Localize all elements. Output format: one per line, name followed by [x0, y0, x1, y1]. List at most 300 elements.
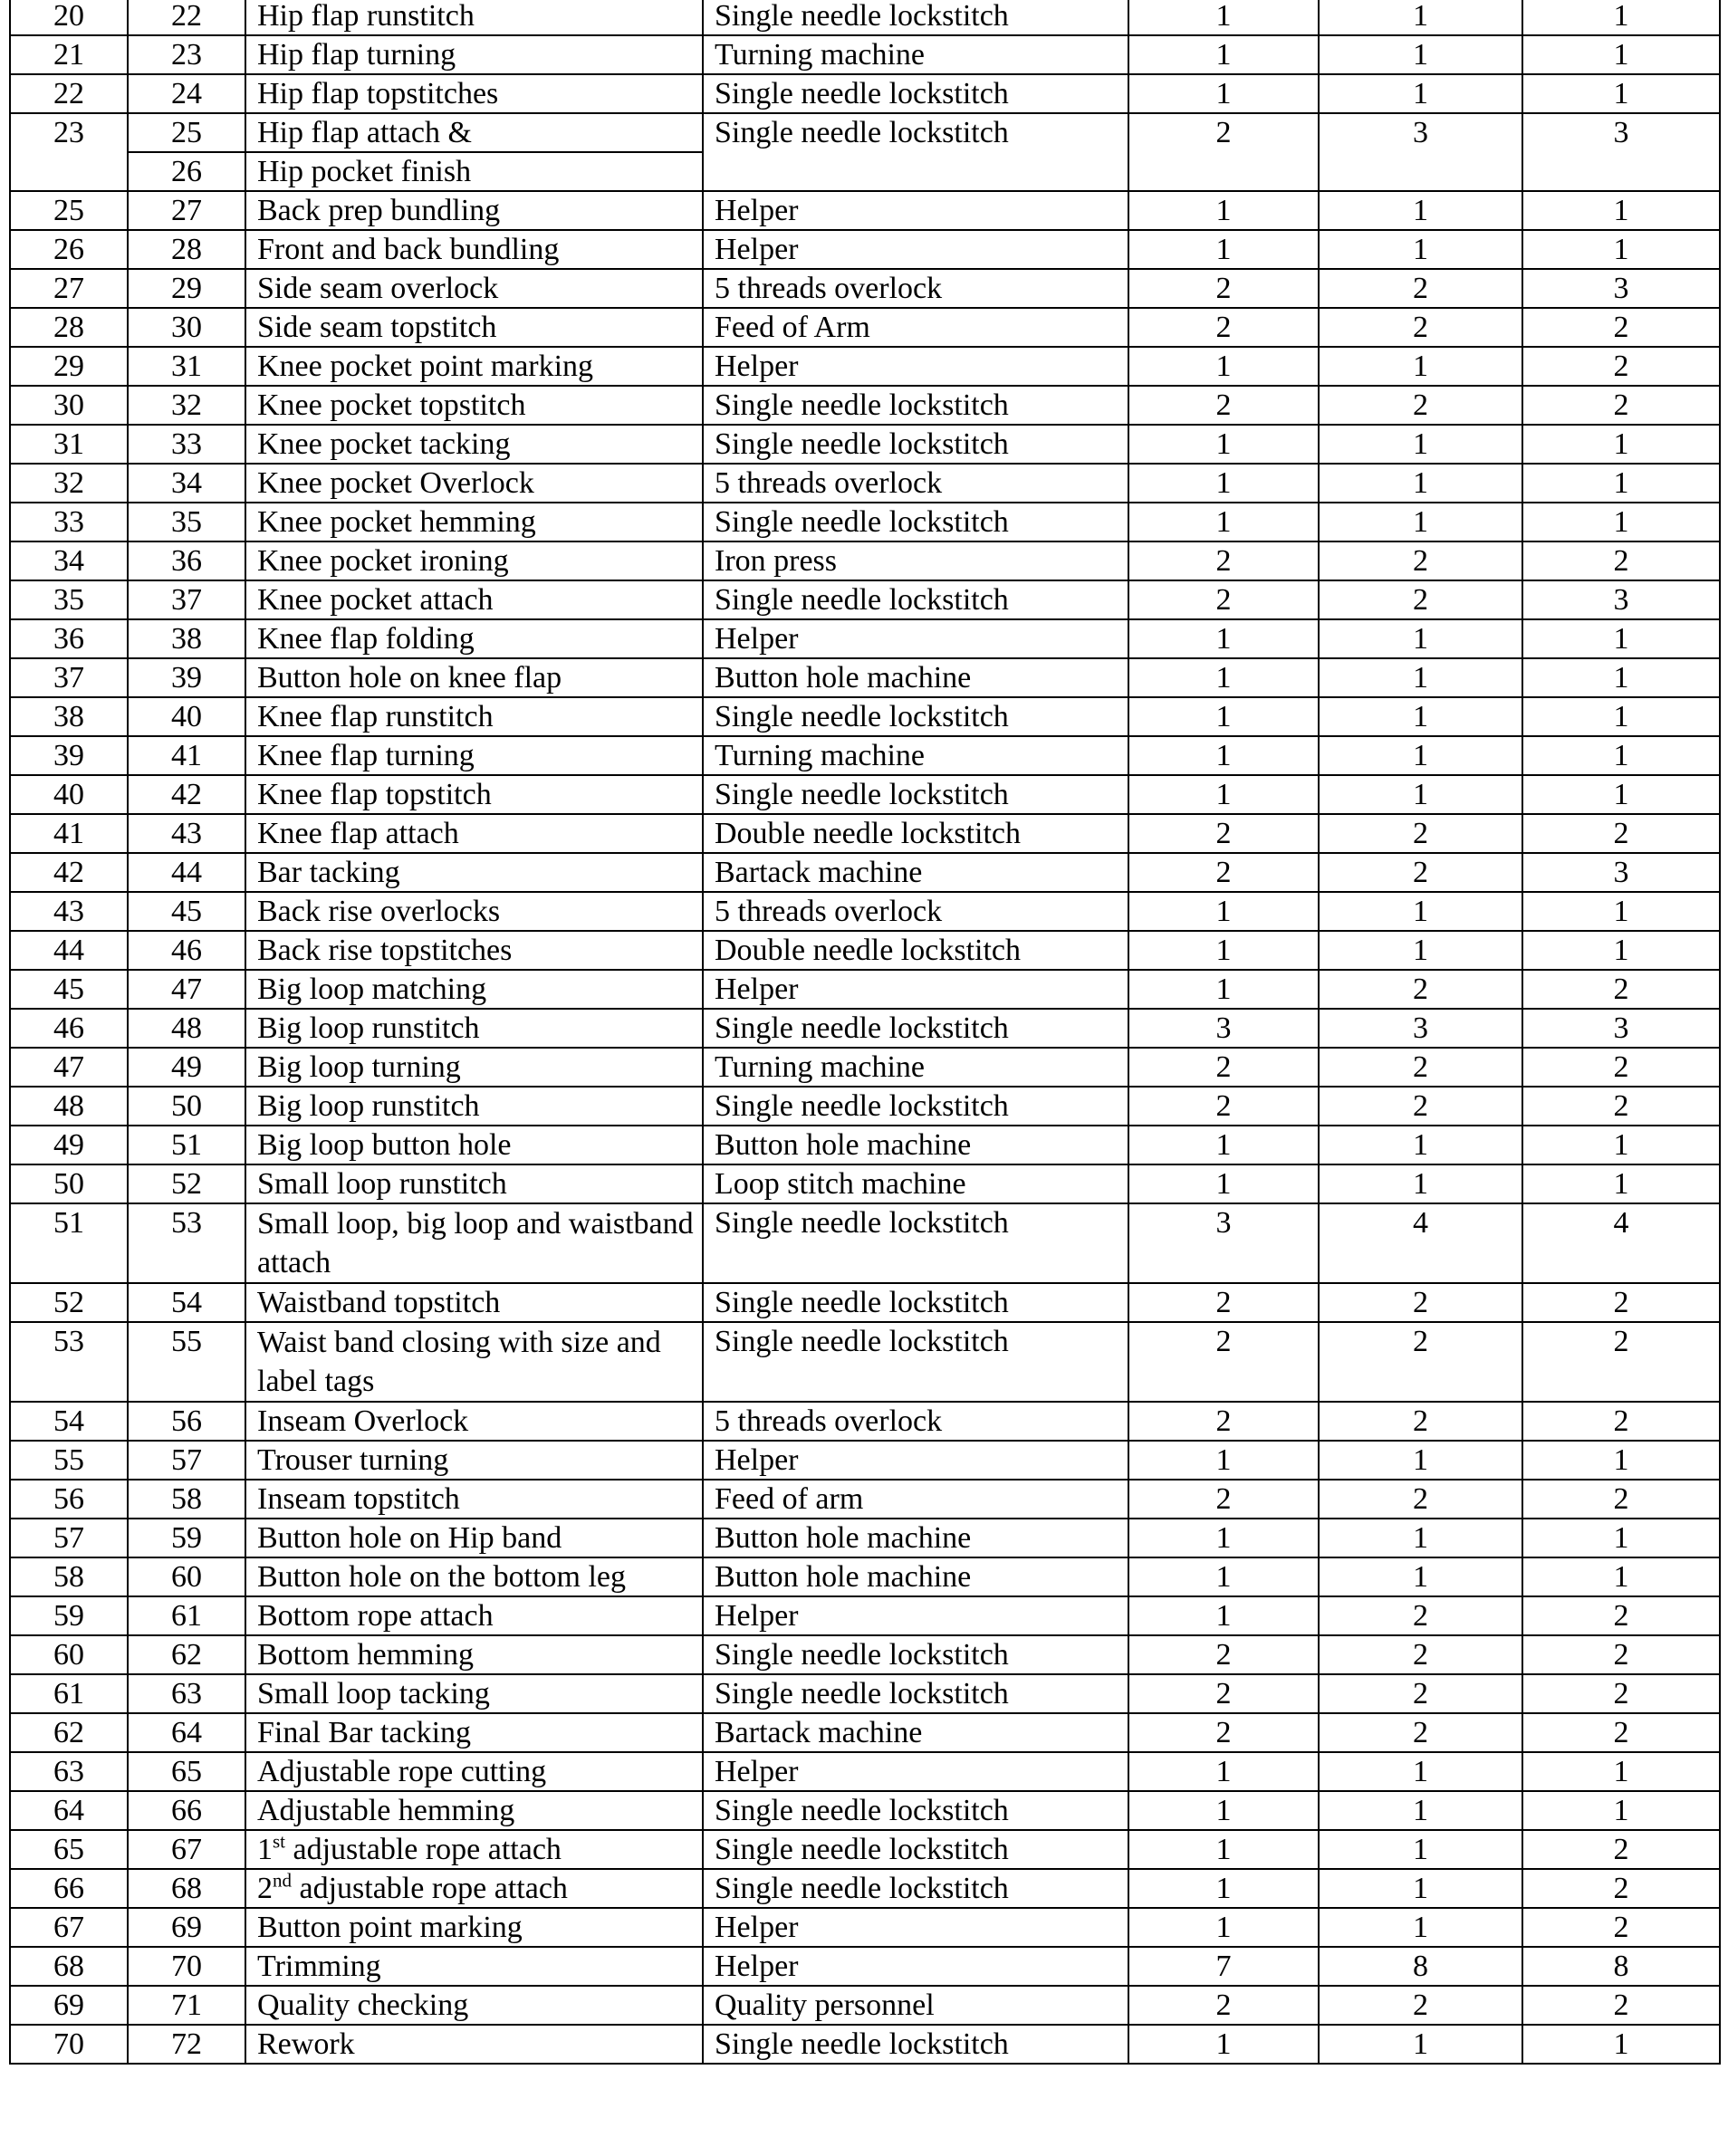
value-cell-3: 1	[1522, 736, 1720, 775]
operation-cell: Big loop matching	[245, 970, 703, 1009]
value-cell-1: 2	[1128, 308, 1319, 347]
table-row	[10, 347, 1720, 386]
value-cell-1: 1	[1128, 1869, 1319, 1908]
op-number-cell	[128, 113, 245, 191]
value-cell-2: 2	[1319, 1048, 1522, 1087]
value-cell-1: 1	[1128, 347, 1319, 386]
operation-cell: Adjustable rope cutting	[245, 1752, 703, 1791]
machine-type-cell: Single needle lockstitch	[703, 1674, 1128, 1713]
op-number-cell: 64	[128, 1713, 245, 1752]
operation-cell: Knee flap attach	[245, 814, 703, 853]
table-row	[10, 386, 1720, 425]
value-cell-1: 2	[1128, 1480, 1319, 1519]
value-cell-3: 2	[1522, 1986, 1720, 2025]
table-row	[10, 1164, 1720, 1203]
machine-type-cell: Helper	[703, 191, 1128, 230]
serial-number-cell: 68	[10, 1947, 128, 1986]
value-cell-2: 1	[1319, 697, 1522, 736]
value-cell-1: 1	[1128, 1596, 1319, 1635]
table-row	[10, 1713, 1720, 1752]
op-number-cell: 72	[128, 2025, 245, 2064]
value-cell-2: 1	[1319, 230, 1522, 269]
serial-number-cell: 55	[10, 1441, 128, 1480]
machine-type-cell: Single needle lockstitch	[703, 580, 1128, 619]
value-cell-3: 2	[1522, 1635, 1720, 1674]
op-number-cell: 65	[128, 1752, 245, 1791]
serial-number-cell: 42	[10, 853, 128, 892]
op-number-cell: 70	[128, 1947, 245, 1986]
serial-number-cell: 51	[10, 1203, 128, 1283]
table-row	[10, 308, 1720, 347]
operation-cell: Button point marking	[245, 1908, 703, 1947]
value-cell-3: 1	[1522, 1441, 1720, 1480]
value-cell-1: 2	[1128, 1322, 1319, 1402]
serial-number-cell: 39	[10, 736, 128, 775]
operation-breakdown-table	[9, 0, 1721, 2065]
op-number-cell: 57	[128, 1441, 245, 1480]
op-number-cell: 39	[128, 658, 245, 697]
operation-cell: Trimming	[245, 1947, 703, 1986]
machine-type-cell: Single needle lockstitch	[703, 1087, 1128, 1126]
serial-number-cell: 69	[10, 1986, 128, 2025]
operation-cell: Waist band closing with size and label tags	[245, 1322, 703, 1402]
machine-type-cell: Feed of arm	[703, 1480, 1128, 1519]
value-cell-1: 2	[1128, 580, 1319, 619]
value-cell-1: 2	[1128, 814, 1319, 853]
table-row	[10, 970, 1720, 1009]
table-row	[10, 1203, 1720, 1283]
op-number-secondary: 26	[171, 155, 202, 188]
serial-number-cell: 48	[10, 1087, 128, 1126]
value-cell-1: 1	[1128, 892, 1319, 931]
op-number-cell: 44	[128, 853, 245, 892]
ordinal-suffix: nd	[273, 1869, 292, 1892]
serial-number-cell: 57	[10, 1519, 128, 1557]
value-cell-3: 3	[1522, 1009, 1720, 1048]
operation-cell	[245, 1869, 703, 1908]
operation-cell: Button hole on the bottom leg	[245, 1557, 703, 1596]
serial-number-cell: 61	[10, 1674, 128, 1713]
op-number-cell: 60	[128, 1557, 245, 1596]
value-cell-2: 1	[1319, 503, 1522, 541]
value-cell-3: 2	[1522, 386, 1720, 425]
operation-cell: Small loop tacking	[245, 1674, 703, 1713]
table-row	[10, 1596, 1720, 1635]
serial-number-cell: 60	[10, 1635, 128, 1674]
serial-number-cell: 49	[10, 1126, 128, 1164]
machine-type-cell: Single needle lockstitch	[703, 113, 1128, 191]
operation-cell: Small loop runstitch	[245, 1164, 703, 1203]
machine-type-cell: Single needle lockstitch	[703, 0, 1128, 35]
machine-type-cell: Single needle lockstitch	[703, 425, 1128, 464]
machine-type-cell: Bartack machine	[703, 853, 1128, 892]
value-cell-3: 1	[1522, 1752, 1720, 1791]
value-cell-3: 2	[1522, 1908, 1720, 1947]
value-cell-1: 1	[1128, 1791, 1319, 1830]
table-row	[10, 1830, 1720, 1869]
value-cell-2: 4	[1319, 1203, 1522, 1283]
operation-cell: Knee pocket ironing	[245, 541, 703, 580]
op-number-cell: 28	[128, 230, 245, 269]
op-number-cell: 34	[128, 464, 245, 503]
serial-number-cell: 38	[10, 697, 128, 736]
operation-text: adjustable rope attach	[293, 1833, 562, 1866]
value-cell-3: 8	[1522, 1947, 1720, 1986]
operation-cell: Hip flap turning	[245, 35, 703, 74]
value-cell-1: 1	[1128, 1164, 1319, 1203]
table-row	[10, 658, 1720, 697]
machine-type-cell: 5 threads overlock	[703, 1402, 1128, 1441]
op-number-cell: 49	[128, 1048, 245, 1087]
value-cell-2: 2	[1319, 308, 1522, 347]
value-cell-1: 2	[1128, 1048, 1319, 1087]
serial-number-cell: 21	[10, 35, 128, 74]
value-cell-2: 1	[1319, 464, 1522, 503]
value-cell-2: 2	[1319, 1283, 1522, 1322]
value-cell-3: 3	[1522, 113, 1720, 191]
table-row	[10, 2025, 1720, 2064]
operation-secondary: Hip pocket finish	[257, 155, 472, 188]
machine-type-cell: Button hole machine	[703, 1126, 1128, 1164]
serial-number-cell: 28	[10, 308, 128, 347]
machine-type-cell: 5 threads overlock	[703, 269, 1128, 308]
operation-cell: Side seam overlock	[245, 269, 703, 308]
serial-number-cell: 35	[10, 580, 128, 619]
value-cell-3: 2	[1522, 970, 1720, 1009]
operation-cell: Back rise overlocks	[245, 892, 703, 931]
value-cell-1: 1	[1128, 1908, 1319, 1947]
value-cell-2: 2	[1319, 970, 1522, 1009]
table-row	[10, 1674, 1720, 1713]
value-cell-2: 1	[1319, 1519, 1522, 1557]
operation-cell: Hip flap runstitch	[245, 0, 703, 35]
value-cell-1: 1	[1128, 1752, 1319, 1791]
op-number-cell: 29	[128, 269, 245, 308]
value-cell-2: 2	[1319, 1674, 1522, 1713]
value-cell-1: 1	[1128, 970, 1319, 1009]
value-cell-1: 1	[1128, 1126, 1319, 1164]
serial-number-cell: 63	[10, 1752, 128, 1791]
machine-type-cell: Feed of Arm	[703, 308, 1128, 347]
value-cell-2: 1	[1319, 619, 1522, 658]
value-cell-2: 8	[1319, 1947, 1522, 1986]
machine-type-cell: Single needle lockstitch	[703, 1869, 1128, 1908]
machine-type-cell: Single needle lockstitch	[703, 503, 1128, 541]
operation-cell: Bar tacking	[245, 853, 703, 892]
ordinal-number: 1	[257, 1833, 273, 1866]
value-cell-3: 1	[1522, 35, 1720, 74]
op-number-cell: 42	[128, 775, 245, 814]
value-cell-3: 1	[1522, 74, 1720, 113]
table-row	[10, 1126, 1720, 1164]
serial-number-cell: 50	[10, 1164, 128, 1203]
value-cell-1: 1	[1128, 1830, 1319, 1869]
serial-number-cell: 27	[10, 269, 128, 308]
serial-number-cell: 34	[10, 541, 128, 580]
serial-number-cell: 54	[10, 1402, 128, 1441]
machine-type-cell: Single needle lockstitch	[703, 1791, 1128, 1830]
op-number-cell: 69	[128, 1908, 245, 1947]
machine-type-cell: Turning machine	[703, 736, 1128, 775]
operation-text: adjustable rope attach	[299, 1872, 568, 1905]
value-cell-3: 2	[1522, 1480, 1720, 1519]
operation-cell: Knee pocket topstitch	[245, 386, 703, 425]
machine-type-cell: Single needle lockstitch	[703, 2025, 1128, 2064]
value-cell-3: 1	[1522, 892, 1720, 931]
machine-type-cell: Single needle lockstitch	[703, 1322, 1128, 1402]
value-cell-2: 2	[1319, 269, 1522, 308]
value-cell-1: 1	[1128, 464, 1319, 503]
machine-type-cell: Button hole machine	[703, 1557, 1128, 1596]
value-cell-2: 1	[1319, 1791, 1522, 1830]
serial-number-cell: 47	[10, 1048, 128, 1087]
value-cell-2: 1	[1319, 931, 1522, 970]
value-cell-1: 2	[1128, 1283, 1319, 1322]
machine-type-cell: Single needle lockstitch	[703, 1203, 1128, 1283]
table-row	[10, 230, 1720, 269]
value-cell-1: 2	[1128, 1635, 1319, 1674]
value-cell-2: 1	[1319, 1830, 1522, 1869]
table-row	[10, 619, 1720, 658]
operation-cell: Big loop runstitch	[245, 1009, 703, 1048]
operation-cell: Front and back bundling	[245, 230, 703, 269]
value-cell-1: 1	[1128, 1519, 1319, 1557]
value-cell-1: 2	[1128, 1674, 1319, 1713]
operation-cell: Button hole on Hip band	[245, 1519, 703, 1557]
op-number-cell: 52	[128, 1164, 245, 1203]
op-number-cell: 36	[128, 541, 245, 580]
value-cell-3: 1	[1522, 775, 1720, 814]
op-number-cell: 62	[128, 1635, 245, 1674]
operation-cell: Knee flap folding	[245, 619, 703, 658]
value-cell-3: 1	[1522, 464, 1720, 503]
table-row	[10, 775, 1720, 814]
machine-type-cell: Button hole machine	[703, 658, 1128, 697]
value-cell-3: 3	[1522, 269, 1720, 308]
operation-cell: Hip flap topstitches	[245, 74, 703, 113]
value-cell-3: 2	[1522, 1713, 1720, 1752]
operation-cell: Adjustable hemming	[245, 1791, 703, 1830]
value-cell-3: 1	[1522, 1791, 1720, 1830]
value-cell-1: 2	[1128, 1402, 1319, 1441]
serial-number-cell: 65	[10, 1830, 128, 1869]
value-cell-2: 1	[1319, 1557, 1522, 1596]
table-row	[10, 736, 1720, 775]
value-cell-3: 1	[1522, 1164, 1720, 1203]
value-cell-3: 2	[1522, 1283, 1720, 1322]
value-cell-2: 1	[1319, 425, 1522, 464]
machine-type-cell: Helper	[703, 1752, 1128, 1791]
serial-number-cell: 25	[10, 191, 128, 230]
serial-number-cell: 30	[10, 386, 128, 425]
operation-cell: Final Bar tacking	[245, 1713, 703, 1752]
serial-number-cell: 37	[10, 658, 128, 697]
value-cell-1: 2	[1128, 853, 1319, 892]
op-number-cell: 66	[128, 1791, 245, 1830]
serial-number-cell: 58	[10, 1557, 128, 1596]
value-cell-1: 7	[1128, 1947, 1319, 1986]
value-cell-3: 2	[1522, 1674, 1720, 1713]
value-cell-3: 2	[1522, 1048, 1720, 1087]
serial-number-cell: 29	[10, 347, 128, 386]
table-row	[10, 74, 1720, 113]
table-row	[10, 697, 1720, 736]
operation-cell: Quality checking	[245, 1986, 703, 2025]
table-row	[10, 931, 1720, 970]
value-cell-1: 1	[1128, 425, 1319, 464]
value-cell-3: 1	[1522, 619, 1720, 658]
value-cell-3: 1	[1522, 658, 1720, 697]
operation-cell: Knee flap runstitch	[245, 697, 703, 736]
table-row	[10, 541, 1720, 580]
value-cell-3: 1	[1522, 2025, 1720, 2064]
ordinal-suffix: st	[273, 1830, 286, 1853]
operation-cell: Button hole on knee flap	[245, 658, 703, 697]
value-cell-1: 1	[1128, 697, 1319, 736]
operation-primary: Hip flap attach &	[246, 114, 702, 153]
op-number-cell: 53	[128, 1203, 245, 1283]
value-cell-2: 1	[1319, 0, 1522, 35]
op-number-cell: 67	[128, 1830, 245, 1869]
serial-number-cell: 66	[10, 1869, 128, 1908]
op-number-cell: 37	[128, 580, 245, 619]
value-cell-2: 2	[1319, 580, 1522, 619]
value-cell-2: 2	[1319, 814, 1522, 853]
op-number-cell: 55	[128, 1322, 245, 1402]
operation-cell: Side seam topstitch	[245, 308, 703, 347]
value-cell-2: 1	[1319, 1441, 1522, 1480]
op-number-cell: 46	[128, 931, 245, 970]
op-number-cell: 71	[128, 1986, 245, 2025]
op-number-cell: 31	[128, 347, 245, 386]
operation-cell: Small loop, big loop and waistband attach	[245, 1203, 703, 1283]
machine-type-cell: Single needle lockstitch	[703, 1635, 1128, 1674]
serial-number-cell: 26	[10, 230, 128, 269]
value-cell-3: 3	[1522, 853, 1720, 892]
value-cell-2: 1	[1319, 775, 1522, 814]
machine-type-cell: Helper	[703, 1441, 1128, 1480]
value-cell-2: 1	[1319, 2025, 1522, 2064]
op-number-cell: 22	[128, 0, 245, 35]
value-cell-1: 1	[1128, 0, 1319, 35]
value-cell-3: 2	[1522, 1830, 1720, 1869]
value-cell-2: 1	[1319, 347, 1522, 386]
machine-type-cell: Single needle lockstitch	[703, 697, 1128, 736]
table-row	[10, 191, 1720, 230]
table-row	[10, 1048, 1720, 1087]
value-cell-3: 2	[1522, 1596, 1720, 1635]
serial-number-cell: 22	[10, 74, 128, 113]
operation-cell: Knee pocket hemming	[245, 503, 703, 541]
table-row	[10, 0, 1720, 35]
table-row	[10, 1480, 1720, 1519]
op-number-cell: 32	[128, 386, 245, 425]
machine-type-cell: Turning machine	[703, 35, 1128, 74]
serial-number-cell: 44	[10, 931, 128, 970]
machine-type-cell: Turning machine	[703, 1048, 1128, 1087]
op-number-cell: 61	[128, 1596, 245, 1635]
machine-type-cell: Bartack machine	[703, 1713, 1128, 1752]
value-cell-3: 2	[1522, 308, 1720, 347]
op-number-cell: 50	[128, 1087, 245, 1126]
machine-type-cell: Helper	[703, 347, 1128, 386]
machine-type-cell: Double needle lockstitch	[703, 931, 1128, 970]
value-cell-1: 1	[1128, 503, 1319, 541]
operation-cell: Trouser turning	[245, 1441, 703, 1480]
machine-type-cell: Double needle lockstitch	[703, 814, 1128, 853]
serial-number-cell: 53	[10, 1322, 128, 1402]
op-number-cell: 30	[128, 308, 245, 347]
op-number-cell: 43	[128, 814, 245, 853]
value-cell-1: 3	[1128, 1203, 1319, 1283]
table-row	[10, 1635, 1720, 1674]
value-cell-1: 1	[1128, 736, 1319, 775]
value-cell-3: 2	[1522, 1087, 1720, 1126]
value-cell-1: 1	[1128, 230, 1319, 269]
value-cell-1: 2	[1128, 541, 1319, 580]
value-cell-2: 2	[1319, 1402, 1522, 1441]
value-cell-3: 2	[1522, 1869, 1720, 1908]
serial-number-cell: 64	[10, 1791, 128, 1830]
value-cell-2: 2	[1319, 1480, 1522, 1519]
serial-number-cell: 36	[10, 619, 128, 658]
serial-number-cell: 46	[10, 1009, 128, 1048]
value-cell-3: 1	[1522, 425, 1720, 464]
table-row	[10, 1519, 1720, 1557]
operation-cell: Back prep bundling	[245, 191, 703, 230]
value-cell-1: 2	[1128, 1087, 1319, 1126]
operation-cell: Rework	[245, 2025, 703, 2064]
serial-number-cell: 41	[10, 814, 128, 853]
table-row	[10, 113, 1720, 191]
table-row	[10, 1869, 1720, 1908]
machine-type-cell: Single needle lockstitch	[703, 1009, 1128, 1048]
table-row	[10, 1947, 1720, 1986]
op-number-cell: 38	[128, 619, 245, 658]
machine-type-cell: Single needle lockstitch	[703, 1830, 1128, 1869]
op-number-cell: 56	[128, 1402, 245, 1441]
serial-number-cell: 45	[10, 970, 128, 1009]
value-cell-2: 2	[1319, 541, 1522, 580]
table-row	[10, 580, 1720, 619]
value-cell-2: 1	[1319, 191, 1522, 230]
op-number-cell: 41	[128, 736, 245, 775]
op-number-cell: 40	[128, 697, 245, 736]
value-cell-2: 2	[1319, 1635, 1522, 1674]
op-number-cell: 58	[128, 1480, 245, 1519]
machine-type-cell: Helper	[703, 1596, 1128, 1635]
operation-cell: Inseam topstitch	[245, 1480, 703, 1519]
table-row	[10, 269, 1720, 308]
serial-number-cell: 56	[10, 1480, 128, 1519]
table-row	[10, 1752, 1720, 1791]
value-cell-3: 1	[1522, 1126, 1720, 1164]
value-cell-2: 2	[1319, 1713, 1522, 1752]
value-cell-2: 1	[1319, 1869, 1522, 1908]
table-row	[10, 464, 1720, 503]
value-cell-2: 1	[1319, 35, 1522, 74]
machine-type-cell: 5 threads overlock	[703, 464, 1128, 503]
value-cell-3: 1	[1522, 230, 1720, 269]
serial-number-cell: 40	[10, 775, 128, 814]
value-cell-1: 1	[1128, 35, 1319, 74]
operation-cell: Big loop button hole	[245, 1126, 703, 1164]
op-number-cell: 23	[128, 35, 245, 74]
machine-type-cell: Button hole machine	[703, 1519, 1128, 1557]
value-cell-3: 2	[1522, 541, 1720, 580]
value-cell-1: 1	[1128, 1557, 1319, 1596]
value-cell-1: 1	[1128, 74, 1319, 113]
